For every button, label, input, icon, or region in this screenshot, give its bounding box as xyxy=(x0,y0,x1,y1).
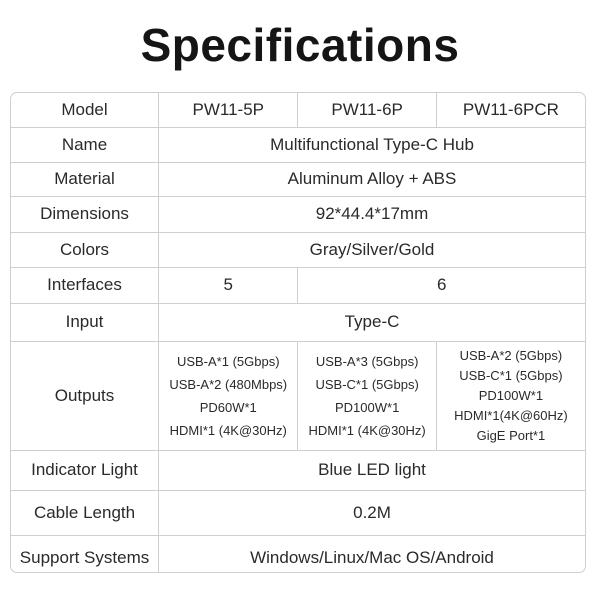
output-line: USB-A*1 (5Gbps) xyxy=(176,353,280,369)
row-label-material: Material xyxy=(11,162,159,196)
output-line: PD100W*1 xyxy=(334,399,400,415)
table-row-interfaces xyxy=(11,267,585,303)
row-label-colors: Colors xyxy=(11,232,159,267)
row-label-outputs: Outputs xyxy=(11,341,159,450)
row-label-indicator-light: Indicator Light xyxy=(11,450,159,490)
indicator-light-value: Blue LED light xyxy=(159,450,585,490)
model-value-3: PW11-6PCR xyxy=(436,93,585,127)
table-row-colors xyxy=(11,232,585,267)
table-row-outputs xyxy=(11,341,585,450)
output-line: HDMI*1(4K@60Hz) xyxy=(454,407,568,423)
row-label-support-systems: Support Systems xyxy=(11,535,159,573)
table-row-cable-length xyxy=(11,490,585,535)
row-label-dimensions: Dimensions xyxy=(11,196,159,232)
row-label-model: Model xyxy=(11,93,159,127)
specifications-table-container xyxy=(10,92,586,573)
output-line: GigE Port*1 xyxy=(476,427,546,443)
table-row-material xyxy=(11,162,585,196)
row-label-interfaces: Interfaces xyxy=(11,267,159,303)
row-label-name: Name xyxy=(11,127,159,162)
row-label-input: Input xyxy=(11,303,159,341)
cable-length-value: 0.2M xyxy=(159,490,585,535)
table-row-indicator-light xyxy=(11,450,585,490)
output-line: USB-C*1 (5Gbps) xyxy=(459,367,563,383)
name-value: Multifunctional Type-C Hub xyxy=(159,127,585,162)
output-line: PD100W*1 xyxy=(478,387,544,403)
output-line: USB-C*1 (5Gbps) xyxy=(315,376,419,392)
dimensions-value: 92*44.4*17mm xyxy=(159,196,585,232)
table-row-name xyxy=(11,127,585,162)
outputs-pw11-6pcr xyxy=(436,341,585,450)
specifications-table xyxy=(11,93,585,573)
interfaces-value-1: 5 xyxy=(159,267,298,303)
table-row-model xyxy=(11,93,585,127)
model-value-1: PW11-5P xyxy=(159,93,298,127)
row-label-cable-length: Cable Length xyxy=(11,490,159,535)
input-value: Type-C xyxy=(159,303,585,341)
output-line: USB-A*2 (480Mbps) xyxy=(169,376,288,392)
table-row-dimensions xyxy=(11,196,585,232)
page-title: Specifications xyxy=(140,19,460,71)
table-row-support-systems xyxy=(11,535,585,573)
colors-value: Gray/Silver/Gold xyxy=(159,232,585,267)
outputs-pw11-5p xyxy=(159,341,298,450)
support-systems-value: Windows/Linux/Mac OS/Android xyxy=(250,547,494,567)
output-line: USB-A*2 (5Gbps) xyxy=(459,347,563,363)
model-value-2: PW11-6P xyxy=(298,93,436,127)
outputs-pw11-6p xyxy=(298,341,436,450)
table-row-input xyxy=(11,303,585,341)
output-line: HDMI*1 (4K@30Hz) xyxy=(169,422,287,438)
material-value: Aluminum Alloy + ABS xyxy=(159,162,585,196)
output-line: HDMI*1 (4K@30Hz) xyxy=(308,422,426,438)
output-line: PD60W*1 xyxy=(199,399,257,415)
output-line: USB-A*3 (5Gbps) xyxy=(315,353,419,369)
interfaces-value-2: 6 xyxy=(298,267,585,303)
